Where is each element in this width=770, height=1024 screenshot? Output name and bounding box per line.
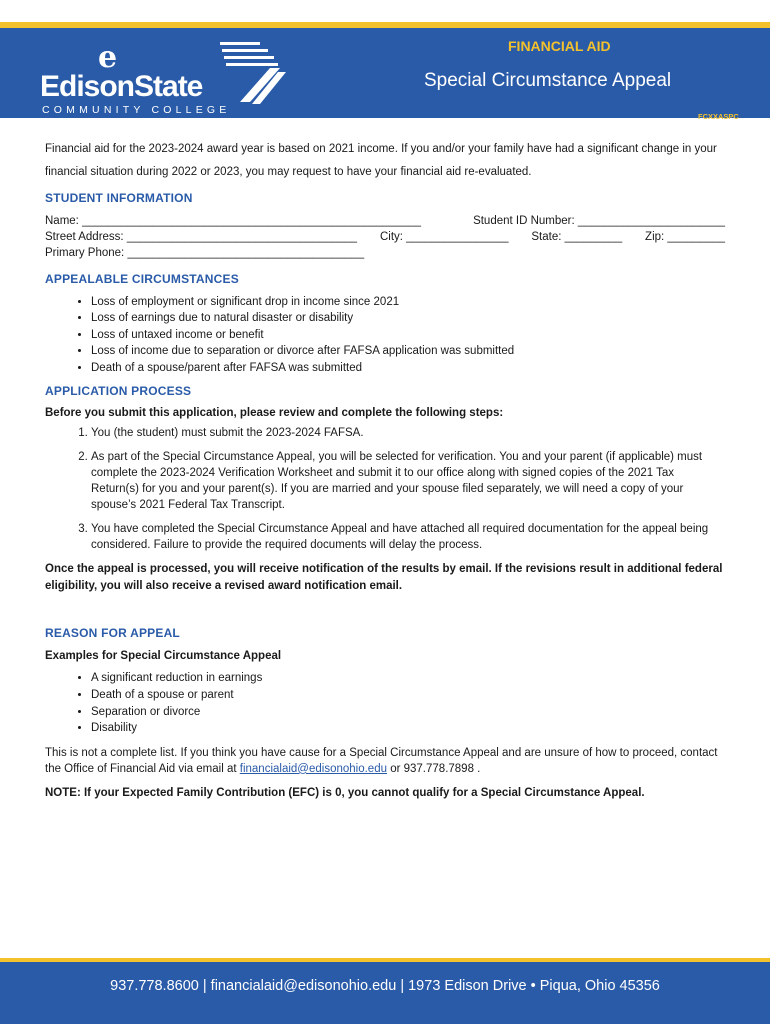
process-heading: APPLICATION PROCESS: [45, 383, 192, 398]
logo-mark-icon: e: [98, 40, 118, 75]
list-item: • Disability: [91, 720, 725, 737]
circumstances-heading: APPEALABLE CIRCUMSTANCES: [45, 271, 239, 286]
intro-paragraph: Financial aid for the 2023-2024 award year is based on 2021 income. If you and/or your family have had a significant change in your financial situation during 2022 or 2023, you may request to have your financial aid re-evaluated.: [45, 143, 717, 178]
name-field[interactable]: Name: _____________________________________________________: [45, 214, 422, 227]
list-item: • Separation or divorce: [91, 704, 725, 721]
list-item: • Loss of income due to separation or divorce after FAFSA application was submitted: [91, 343, 725, 360]
examples-heading: Examples for Special Circumstance Appeal: [45, 650, 282, 663]
college-logo: [40, 40, 300, 120]
page-top-margin: [0, 0, 770, 22]
student-info-heading: STUDENT INFORMATION: [45, 191, 193, 205]
list-item: 2. As part of the Special Circumstance Appeal, you will be selected for verification. You and your parent (if applicable) must complete the 2023-2024 Verification Worksheet and submit it to our office along with signed copies of the 2021 Tax Return(s) for you and your parent(s). If you are married and your spouse filed separately, we will need a copy of your spouse’s 2021 Federal Tax Transcript.: [91, 449, 725, 513]
list-item: • Loss of untaxed income or benefit: [91, 327, 725, 344]
department-label: FINANCIAL AID: [508, 38, 611, 54]
process-steps: [45, 425, 725, 553]
zip-field[interactable]: Zip: _________: [645, 230, 725, 243]
reason-heading: REASON FOR APPEAL: [45, 626, 180, 641]
contact-text: This is not a complete list. If you think you have cause for a Special Circumstance Appeal and are unsure of how to proceed, contact the Office of Financial Aid via email at: [45, 746, 718, 775]
logo-college-name: EdisonState: [40, 70, 203, 103]
address-row: [45, 229, 725, 245]
contact-email-link[interactable]: financialaid@edisonohio.edu: [239, 762, 387, 775]
primary-phone-field[interactable]: Primary Phone: _____________________________________: [45, 246, 365, 259]
logo-college-subtitle: COMMUNITY COLLEGE: [42, 104, 231, 116]
list-item: • A significant reduction in earnings: [91, 670, 725, 687]
footer-contact: 937.778.8600 | financialaid@edisonohio.edu | 1973 Edison Drive • Piqua, Ohio 45356: [110, 978, 660, 994]
header-banner: [0, 22, 770, 121]
efc-note: NOTE: If your Expected Family Contribution (EFC) is 0, you cannot qualify for a Special Circumstance Appeal.: [45, 786, 645, 799]
name-row: [45, 213, 725, 229]
student-id-field[interactable]: Student ID Number: _______________________: [473, 214, 725, 227]
list-item: • Death of a spouse or parent: [91, 687, 725, 704]
list-item: 1. You (the student) must submit the 2023-2024 FAFSA.: [91, 425, 725, 441]
street-address-field[interactable]: Street Address: ____________________________________: [45, 230, 358, 243]
phone-row: [45, 245, 725, 261]
city-field[interactable]: City: ________________: [379, 230, 509, 243]
list-item: 3. You have completed the Special Circumstance Appeal and have attached all required documentation for the appeal being considered. Failure to provide the required documents will delay the process.: [91, 521, 725, 553]
form-code: FCXXASPC: [698, 112, 739, 121]
circumstances-list: [45, 294, 725, 377]
logo-stripes-icon: [210, 42, 290, 112]
process-lead: Before you submit this application, please review and complete the following steps:: [45, 407, 504, 420]
list-item: • Loss of earnings due to natural disaster or disability: [91, 310, 725, 327]
form-title: Special Circumstance Appeal: [424, 70, 672, 91]
process-notice: Once the appeal is processed, you will receive notification of the results by email. If the revisions result in additional federal eligibility, you will also receive a revised award notification email.: [45, 563, 723, 593]
list-item: • Death of a spouse/parent after FAFSA was submitted: [91, 360, 725, 377]
contact-phone: or 937.778.7898 .: [390, 762, 481, 775]
examples-list: [45, 670, 725, 736]
list-item: • Loss of employment or significant drop in income since 2021: [91, 294, 725, 311]
form-body: [45, 138, 725, 801]
state-field[interactable]: State: _________: [531, 230, 623, 243]
contact-paragraph: [45, 745, 725, 777]
footer-banner: [0, 958, 770, 1024]
